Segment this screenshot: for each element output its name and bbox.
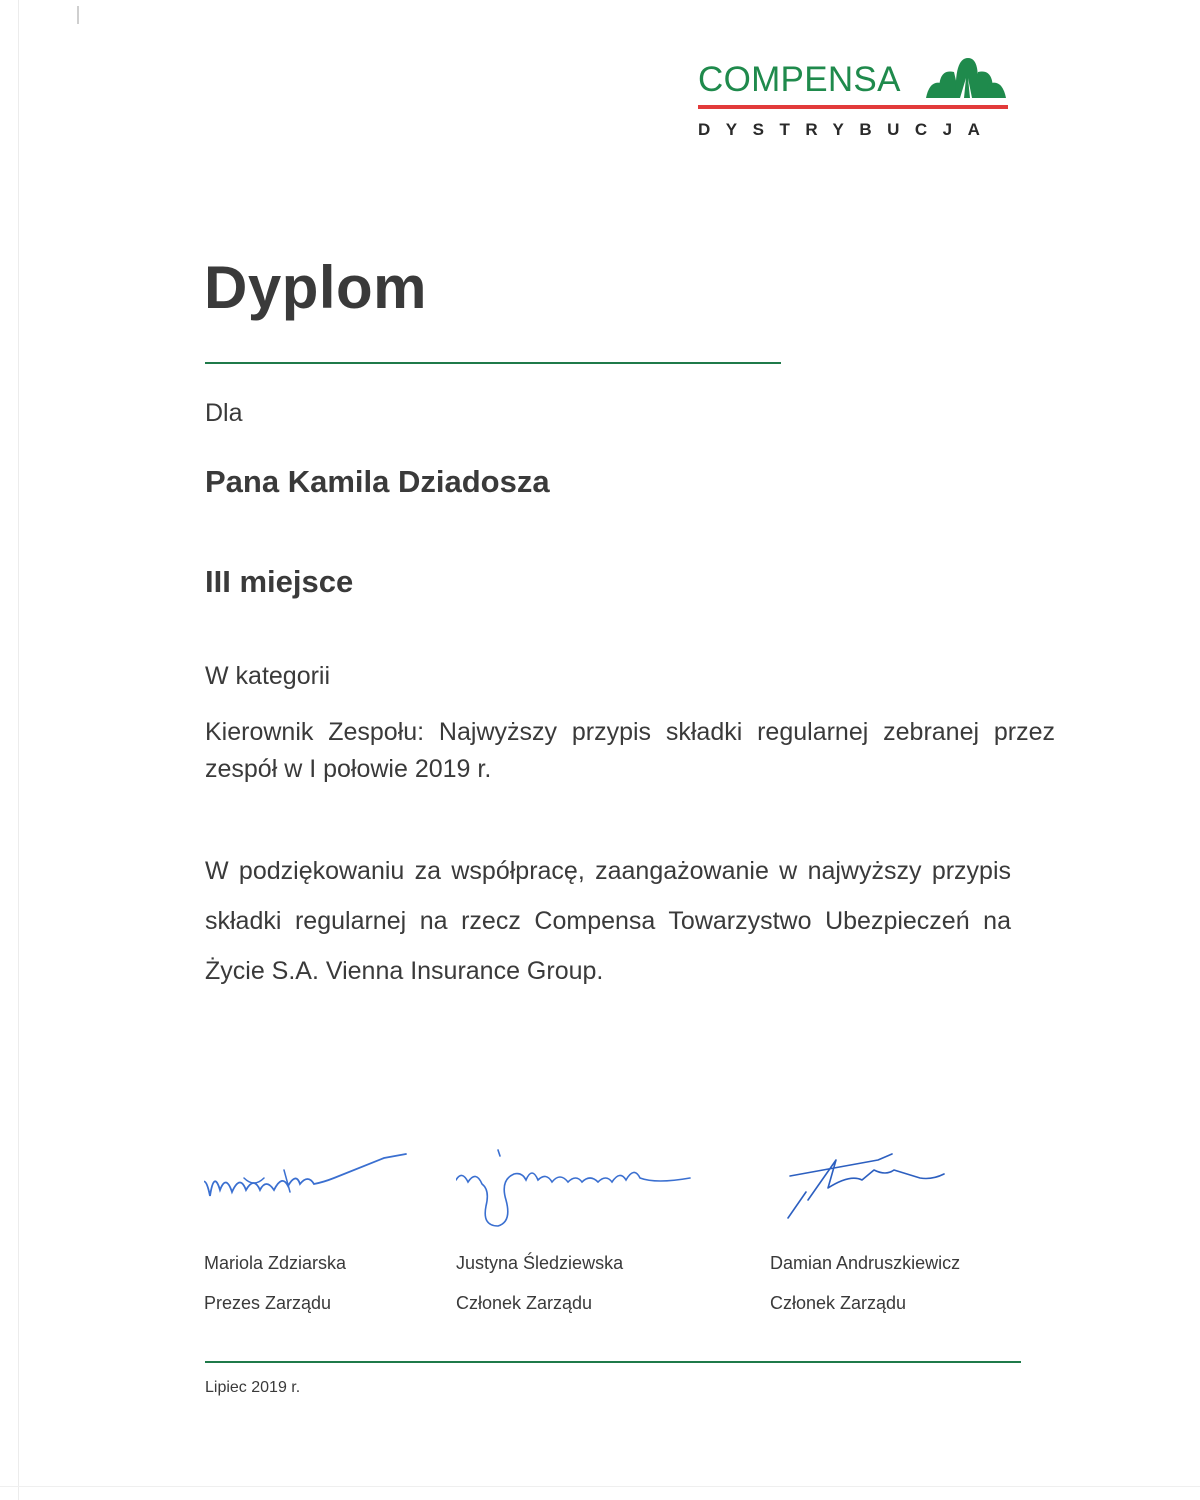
category-text: Kierownik Zespołu: Najwyższy przypis składki regularnej zebranej przez zespół w I połowie 2019 r.	[205, 718, 1055, 783]
signer-role-1: Prezes Zarządu	[204, 1293, 332, 1313]
shell-logo-icon	[924, 58, 1008, 98]
logo-subtitle: DYSTRYBUCJA	[698, 120, 996, 139]
logo-red-rule	[698, 105, 1008, 109]
signer-name-2: Justyna Śledziewska	[456, 1253, 624, 1273]
scan-edge	[18, 0, 19, 1500]
signature-block-3	[770, 1130, 1020, 1330]
scan-edge-bottom	[0, 1486, 1200, 1487]
handwritten-signature-1	[204, 1130, 414, 1220]
signature-block-1	[204, 1130, 434, 1330]
place-award: III miejsce	[205, 564, 354, 599]
compensa-logo	[690, 56, 1010, 146]
signer-name-1: Mariola Zdziarska	[204, 1253, 347, 1273]
signature-block-2	[456, 1130, 716, 1330]
recipient-name: Pana Kamila Dziadosza	[205, 464, 550, 499]
issue-date: Lipiec 2019 r.	[205, 1379, 301, 1396]
signer-name-3: Damian Andruszkiewicz	[770, 1253, 961, 1273]
category-label: W kategorii	[205, 662, 331, 690]
handwritten-signature-2	[456, 1130, 706, 1230]
diploma-title: Dyplom	[204, 254, 428, 321]
thanks-text: W podziękowaniu za współpracę, zaangażowanie w najwyższy przypis składki regularnej na rzecz Compensa Towarzystwo Ubezpieczeń na Życie S.A. Vienna Insurance Group.	[205, 857, 1011, 985]
for-label: Dla	[205, 399, 243, 427]
logo-wordmark: COMPENSA	[698, 60, 901, 99]
footer-divider	[205, 1361, 1021, 1363]
scan-mark	[77, 6, 79, 24]
signer-role-2: Członek Zarządu	[456, 1293, 593, 1313]
handwritten-signature-3	[770, 1130, 960, 1230]
signer-role-3: Członek Zarządu	[770, 1293, 907, 1313]
title-divider	[205, 362, 781, 364]
